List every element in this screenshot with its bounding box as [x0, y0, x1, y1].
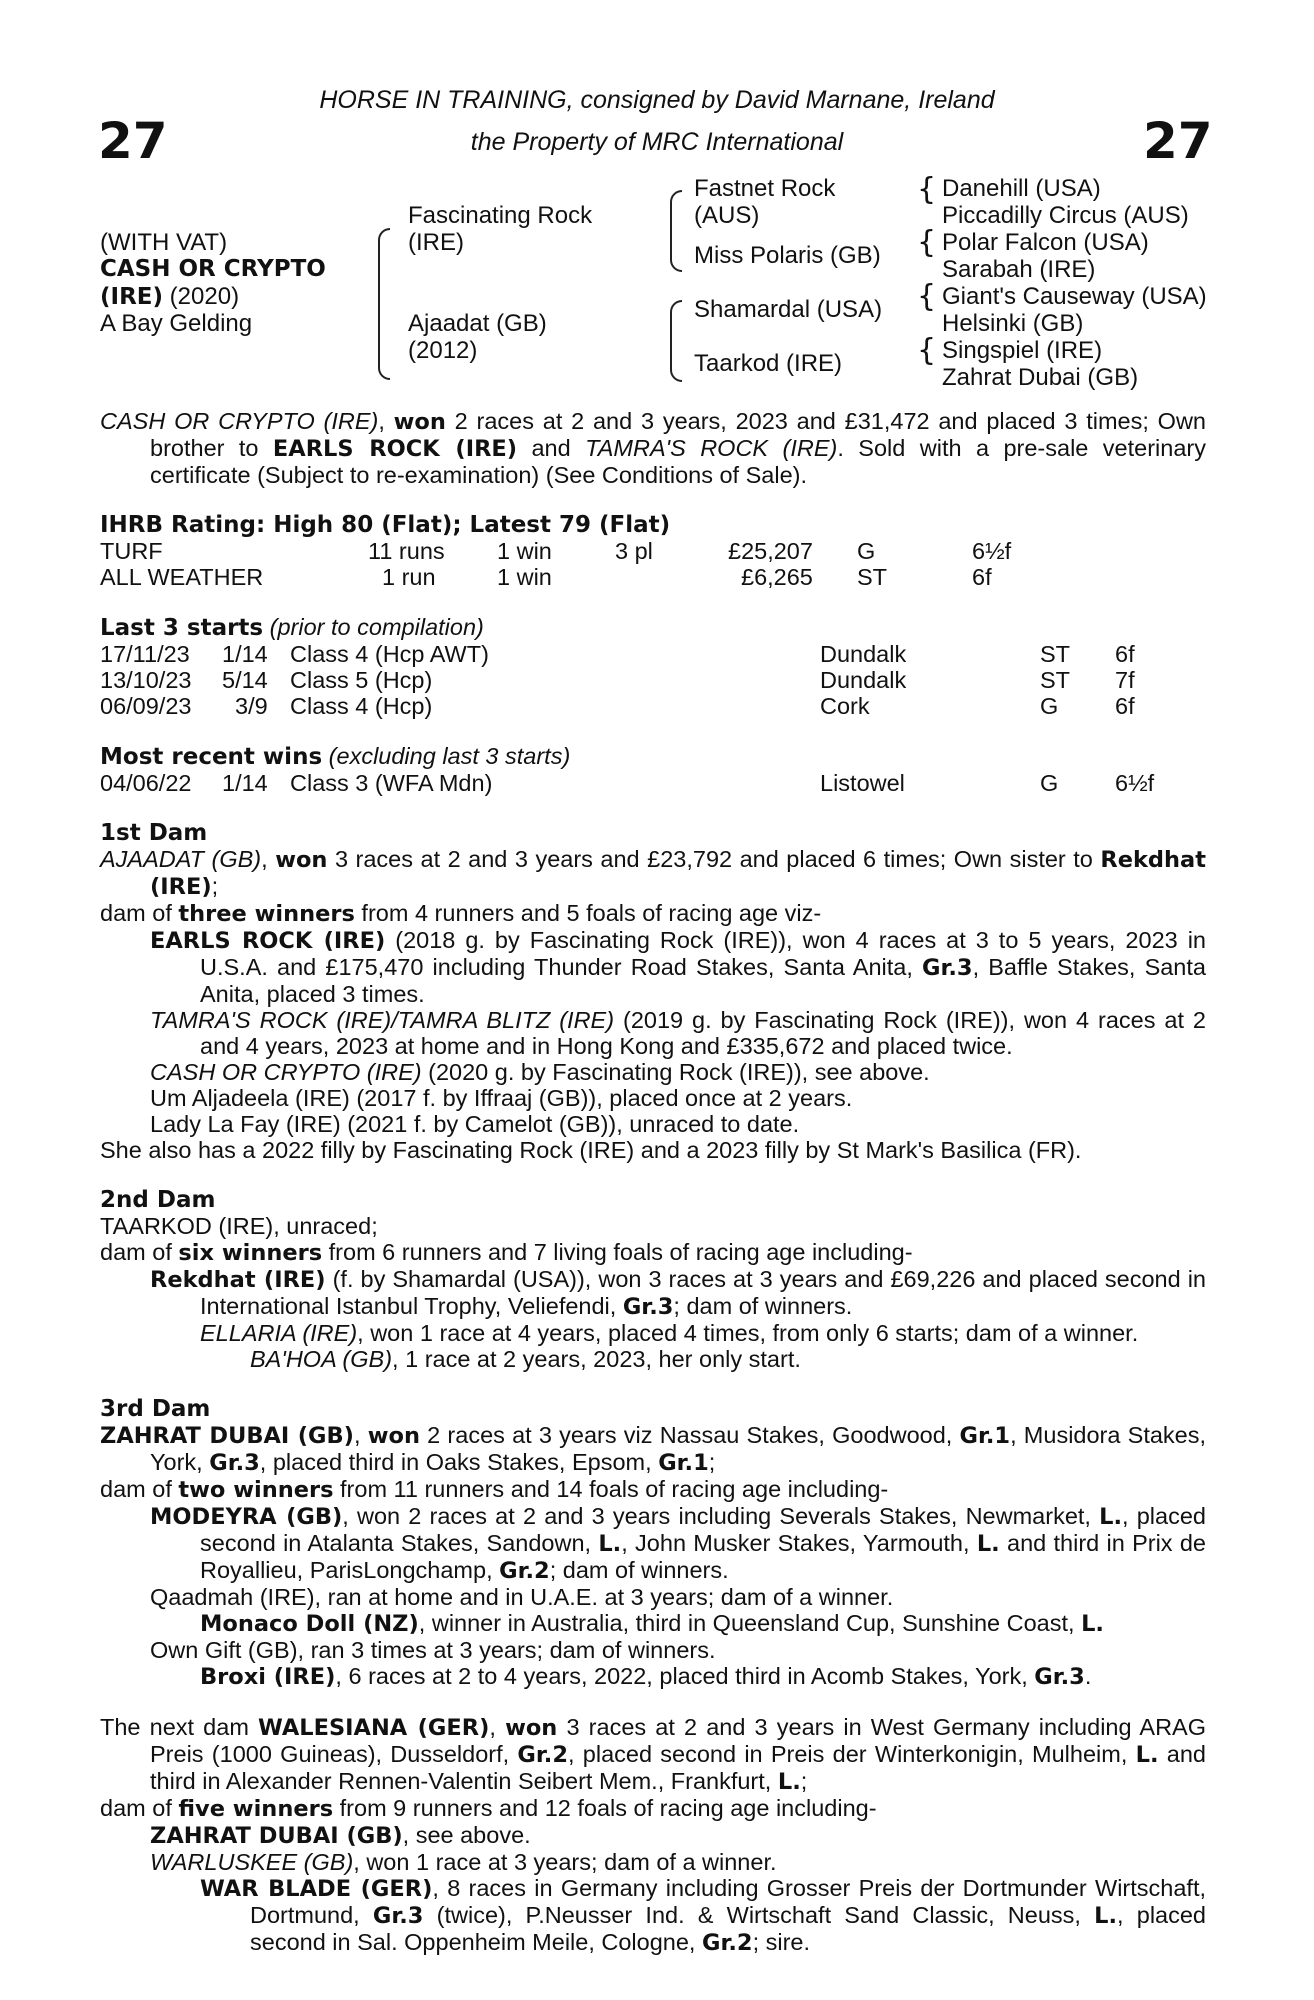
grade: Gr.2 [517, 1742, 568, 1768]
dam-name: WALESIANA (GER) [258, 1715, 490, 1741]
ratings-heading: IHRB Rating: High 80 (Flat); Latest 79 (Flat) [100, 512, 671, 538]
produce-name: TAMRA'S ROCK (IRE)/TAMRA BLITZ (IRE) [150, 1007, 615, 1033]
second-dam-produce-intro [100, 1239, 1206, 1266]
recent-wins-heading [100, 743, 1206, 770]
grade: L. [1094, 1903, 1118, 1929]
race-going: ST [1040, 641, 1071, 667]
dam-year: (2012) [408, 337, 478, 364]
brace-sd: { [917, 225, 937, 260]
dam-name: ZAHRAT DUBAI (GB) [100, 1423, 354, 1449]
horse-description: A Bay Gelding [100, 310, 253, 337]
produce-name: MODEYRA (GB) [150, 1504, 343, 1530]
surface: TURF [100, 538, 163, 564]
race-position: 1/14 [222, 770, 268, 796]
horse-name-suffix [100, 283, 239, 311]
first-dam-heading: 1st Dam [100, 820, 208, 846]
race-class: Class 5 (Hcp) [290, 667, 433, 693]
produce-name: Monaco Doll (NZ) [200, 1611, 419, 1637]
ped-ssd: Piccadilly Circus (AUS) [942, 202, 1189, 229]
race-class: Class 4 (Hcp) [290, 693, 433, 719]
wins: 1 win [497, 564, 552, 590]
ped-sdd: Sarabah (IRE) [942, 256, 1096, 283]
sire-name: Fascinating Rock [408, 202, 593, 229]
first-dam-produce-intro [100, 900, 1206, 927]
text: , 8 races in Germany including Grosser Preis der Dortmunder Wirtschaft, Dortmund, [250, 1875, 1207, 1928]
next-dam-line [100, 1714, 1206, 1795]
brace-ds: { [917, 279, 937, 314]
intro-won: won [393, 409, 446, 435]
text: ; sire. [752, 1929, 811, 1955]
text: , 1 race at 2 years, 2023, her only start. [392, 1346, 801, 1372]
produce-entry: Um Aljadeela (IRE) (2017 f. by Iffraaj (GB)), placed once at 2 years. [150, 1085, 853, 1111]
produce-name: WAR BLADE (GER) [200, 1876, 433, 1902]
last3-note: (prior to compilation) [263, 614, 484, 640]
grade: Gr.3 [922, 955, 973, 981]
race-class: Class 4 (Hcp AWT) [290, 641, 489, 667]
won: won [367, 1423, 420, 1449]
placings: 3 pl [615, 538, 653, 564]
produce-name: Rekdhat (IRE) [150, 1267, 326, 1293]
last3-heading [100, 614, 1206, 641]
going: ST [857, 564, 888, 590]
produce-name: Broxi (IRE) [200, 1664, 336, 1690]
ped-dss: Giant's Causeway (USA) [942, 283, 1207, 310]
text: ; dam of winners. [673, 1293, 853, 1319]
produce-entry [100, 1503, 1206, 1584]
start-row [100, 667, 1206, 693]
intro-paragraph: CASH OR CRYPTO (IRE), won 2 races at 2 and 3 years, 2023 and £31,472 and placed 3 times; Own brother to EARLS ROCK (IRE) and TAMRA'S ROCK (IRE). Sold with a pre-sale veterinary certificate (Subject to re-examination) (See Conditions of Sale). [100, 408, 1206, 488]
sire-sire-country: (AUS) [694, 202, 760, 229]
produce-name: ZAHRAT DUBAI (GB) [150, 1823, 403, 1849]
brace-dd: { [917, 333, 937, 368]
grade: L. [1081, 1611, 1104, 1637]
produce-entry [100, 1875, 1206, 1956]
text: dam of [100, 1239, 179, 1265]
race-distance: 6½f [1115, 770, 1155, 796]
race-date: 06/09/23 [100, 693, 192, 719]
produce-entry [100, 1663, 1206, 1690]
produce-entry [100, 927, 1206, 1007]
start-row [100, 693, 1206, 719]
grade: Gr.1 [959, 1423, 1011, 1449]
dam-sire: Shamardal (USA) [694, 296, 883, 323]
race-position: 3/9 [235, 693, 268, 719]
won: won [275, 847, 328, 873]
grade: Gr.3 [209, 1450, 260, 1476]
won: won [505, 1715, 558, 1741]
dam-name: AJAADAT (GB) [100, 846, 262, 872]
horse-country: (IRE) [100, 284, 164, 310]
produce-entry: Qaadmah (IRE), ran at home and in U.A.E. at 3 years; dam of a winner. [150, 1584, 894, 1610]
dam-dam: Taarkod (IRE) [694, 350, 843, 377]
race-distance: 6f [1115, 641, 1135, 667]
text: ; [800, 1768, 808, 1794]
grade: Gr.3 [1034, 1664, 1085, 1690]
race-course: Dundalk [820, 641, 907, 667]
going: G [857, 538, 876, 564]
first-dam-line: AJAADAT (GB), won 3 races at 2 and 3 years and £23,792 and placed 6 times; Own sister to Rekdhat (IRE); [100, 846, 1206, 900]
grade: Gr.2 [702, 1930, 753, 1956]
distance: 6f [972, 564, 992, 590]
race-position: 5/14 [222, 667, 268, 693]
produce-name: EARLS ROCK (IRE) [150, 928, 386, 954]
text: , John Musker Stakes, Yarmouth, [621, 1530, 977, 1556]
text: , won 1 race at 4 years, placed 4 times, from only 6 starts; dam of a winner. [357, 1320, 1139, 1346]
text: dam of [100, 1476, 179, 1502]
ratings-row-turf [100, 538, 1206, 564]
text: , placed second in Sal. Oppenheim Meile, Cologne, [250, 1902, 1206, 1955]
produce-name: ELLARIA (IRE) [200, 1320, 358, 1346]
text: and third in Prix de Royallieu, ParisLongchamp, [200, 1530, 1206, 1583]
text: , Baffle Stakes, Santa Anita, placed 3 times. [200, 954, 1206, 1007]
ped-ddd: Zahrat Dubai (GB) [942, 364, 1139, 391]
race-going: ST [1040, 667, 1071, 693]
ped-dds: Singspiel (IRE) [942, 337, 1103, 364]
catalogue-body [100, 408, 1206, 1956]
property-line: the Property of MRC International [470, 128, 844, 156]
pedigree-brace-dam [670, 300, 682, 382]
winner-count: six winners [178, 1240, 323, 1266]
produce-entry [100, 1266, 1206, 1320]
produce-entry: Own Gift (GB), ran 3 times at 3 years; dam of winners. [150, 1637, 716, 1663]
winner-count: five winners [178, 1796, 334, 1822]
text: from 11 runners and 14 foals of racing age including- [333, 1476, 889, 1502]
lot-number-right: 27 [1143, 112, 1213, 170]
text: , won 1 race at 3 years; dam of a winner. [353, 1849, 777, 1875]
text: ; dam of winners. [549, 1557, 729, 1583]
third-dam-heading: 3rd Dam [100, 1396, 211, 1422]
text: from 9 runners and 12 foals of racing age including- [333, 1795, 877, 1821]
text: ; [708, 1449, 716, 1475]
winner-count: two winners [178, 1477, 334, 1503]
wins: 1 win [497, 538, 552, 564]
text: (twice), P.Neusser Ind. & Wirtschaft Sand Classic, Neuss, [423, 1902, 1095, 1928]
race-course: Listowel [820, 770, 905, 796]
produce-entry [100, 1849, 1206, 1875]
text: dam of [100, 1795, 179, 1821]
runs: 1 run [382, 564, 436, 590]
text: , Musidora Stakes, York, [150, 1422, 1207, 1475]
produce-entry [100, 1007, 1206, 1059]
text: (f. by Shamardal (USA)), won 3 races at 3 years and £69,226 and placed second in International Istanbul Trophy, Veliefendi, [200, 1266, 1206, 1319]
produce-entry: Lady La Fay (IRE) (2021 f. by Camelot (GB)), unraced to date. [150, 1111, 800, 1137]
produce-name: CASH OR CRYPTO (IRE) [150, 1059, 422, 1085]
grade: Gr.1 [658, 1450, 709, 1476]
text: , [353, 1422, 368, 1448]
grade: L. [1135, 1742, 1159, 1768]
third-dam-line [100, 1422, 1206, 1476]
text: , won 2 races at 2 and 3 years including Severals Stakes, Newmarket, [342, 1503, 1100, 1529]
ped-dsd: Helsinki (GB) [942, 310, 1084, 337]
text: . [1084, 1663, 1092, 1689]
horse-year: (2020) [163, 283, 240, 310]
grade: Gr.3 [372, 1903, 424, 1929]
text: , see above. [402, 1822, 531, 1848]
text: 2 races at 3 years viz Nassau Stakes, Goodwood, [419, 1422, 960, 1448]
race-distance: 7f [1115, 667, 1135, 693]
prize: £25,207 [728, 538, 813, 564]
ped-sss: Danehill (USA) [942, 175, 1101, 202]
second-dam-line: TAARKOD (IRE), unraced; [100, 1213, 378, 1239]
race-distance: 6f [1115, 693, 1135, 719]
intro-text1: 2 races at 2 and 3 years, 2023 and £31,472 and placed 3 times; Own brother to [150, 408, 1206, 461]
text: , 6 races at 2 to 4 years, 2022, placed third in Acomb Stakes, York, [335, 1663, 1035, 1689]
produce-name: BA'HOA (GB) [250, 1346, 393, 1372]
third-dam-produce-intro [100, 1476, 1206, 1503]
vat-note: (WITH VAT) [100, 229, 228, 256]
pedigree-brace-sire [670, 190, 682, 272]
race-going: G [1040, 693, 1059, 719]
text: 3 races at 2 and 3 years and £23,792 and placed 6 times; Own sister to [327, 846, 1101, 872]
text: , winner in Australia, third in Queensland Cup, Sunshine Coast, [418, 1610, 1082, 1636]
text: dam of [100, 900, 179, 926]
ratings-row-aw [100, 564, 1206, 590]
race-date: 04/06/22 [100, 770, 192, 796]
intro-text3: . Sold with a pre-sale veterinary certificate (Subject to re-examination) (See Conditions of Sale). [150, 435, 1206, 488]
produce-entry [100, 1822, 1206, 1849]
runs: 11 runs [368, 538, 445, 564]
prize: £6,265 [741, 564, 813, 590]
text: and third in Alexander Rennen-Valentin Seibert Mem., Frankfurt, [150, 1741, 1206, 1794]
text: from 6 runners and 7 living foals of racing age including- [322, 1239, 913, 1265]
surface: ALL WEATHER [100, 564, 264, 590]
grade: Gr.2 [499, 1558, 550, 1584]
pedigree-brace-main [378, 228, 390, 380]
intro-horse: CASH OR CRYPTO (IRE) [100, 408, 379, 434]
text: from 4 runners and 5 foals of racing age viz- [354, 900, 822, 926]
grade: L. [976, 1531, 1000, 1557]
grade: L. [777, 1769, 801, 1795]
distance: 6½f [972, 538, 1012, 564]
intro-brother1: EARLS ROCK (IRE) [272, 436, 518, 462]
produce-name: WARLUSKEE (GB) [150, 1849, 354, 1875]
next-dam-produce-intro [100, 1795, 1206, 1822]
text: , placed third in Oaks Stakes, Epsom, [259, 1449, 659, 1475]
last3-title: Last 3 starts [100, 615, 264, 641]
sister: Rekdhat (IRE) [150, 847, 1206, 900]
grade: Gr.3 [622, 1294, 674, 1320]
intro-brother2: TAMRA'S ROCK (IRE) [585, 435, 838, 461]
text: , placed second in Preis der Winterkonigin, Mulheim, [567, 1741, 1136, 1767]
consignor-line: HORSE IN TRAINING, consigned by David Marnane, Ireland [319, 86, 995, 114]
win-row [100, 770, 1206, 796]
race-course: Dundalk [820, 667, 907, 693]
produce-entry [100, 1346, 1206, 1372]
produce-entry [100, 1059, 1206, 1085]
dam-name: Ajaadat (GB) [408, 310, 547, 337]
second-dam-heading: 2nd Dam [100, 1187, 216, 1213]
text: The next dam [100, 1714, 259, 1740]
ped-sds: Polar Falcon (USA) [942, 229, 1149, 256]
horse-name: CASH OR CRYPTO [100, 256, 326, 282]
text: , [489, 1714, 506, 1740]
brace-ss: { [917, 172, 937, 207]
race-going: G [1040, 770, 1059, 796]
race-position: 1/14 [222, 641, 268, 667]
grade: L. [1099, 1504, 1123, 1530]
race-course: Cork [820, 693, 870, 719]
text: 3 races at 2 and 3 years in West Germany including ARAG Preis (1000 Guineas), Dusseldorf, [150, 1714, 1206, 1767]
text: ; [211, 873, 219, 899]
race-date: 13/10/23 [100, 667, 192, 693]
sire-country: (IRE) [408, 229, 464, 256]
sire-dam: Miss Polaris (GB) [694, 242, 881, 269]
produce-entry [100, 1320, 1206, 1346]
first-dam-footnote: She also has a 2022 filly by Fascinating Rock (IRE) and a 2023 filly by St Mark's Basilica (FR). [100, 1137, 1082, 1163]
produce-entry [100, 1610, 1206, 1637]
race-date: 17/11/23 [100, 641, 190, 667]
race-class: Class 3 (WFA Mdn) [290, 770, 493, 796]
intro-text2: and [517, 435, 586, 461]
text: , placed second in Atalanta Stakes, Sandown, [200, 1503, 1206, 1556]
grade: L. [598, 1531, 622, 1557]
recent-title: Most recent wins [100, 744, 323, 770]
sire-sire: Fastnet Rock [694, 175, 836, 202]
lot-number-left: 27 [98, 112, 168, 170]
recent-note: (excluding last 3 starts) [322, 743, 571, 769]
text: (2019 g. by Fascinating Rock (IRE)), won 4 races at 2 and 4 years, 2023 at home and in Hong Kong and £335,672 and placed twice. [200, 1007, 1206, 1059]
winner-count: three winners [178, 901, 355, 927]
text: (2020 g. by Fascinating Rock (IRE)), see above. [421, 1059, 930, 1085]
start-row [100, 641, 1206, 667]
text: (2018 g. by Fascinating Rock (IRE)), won 4 races at 3 to 5 years, 2023 in U.S.A. and £175,470 including Thunder Road Stakes, Santa Anita, [200, 927, 1206, 980]
